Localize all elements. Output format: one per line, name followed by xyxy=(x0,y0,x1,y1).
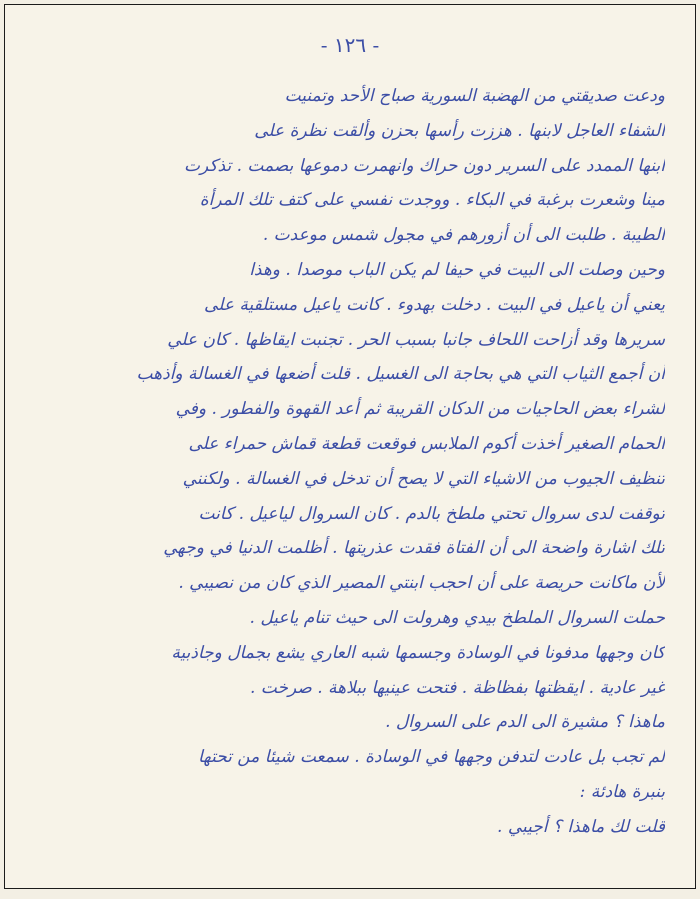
text-line: بنبرة هادئة : xyxy=(579,781,665,802)
text-line: ابنها الممدد على السرير دون حراك وانهمرت دموعها بصمت . تذكرت xyxy=(184,155,665,176)
text-line: تلك اشارة واضحة الى أن الفتاة فقدت عذريتها . أظلمت الدنيا في وجهي xyxy=(163,538,665,559)
text-line: لم تجب بل عادت لتدفن وجهها في الوسادة . سمعت شيئا من تحتها xyxy=(198,747,665,768)
text-line: لأن ماكانت حريصة على أن احجب ابنتي المصير الذي كان من نصيبي . xyxy=(178,573,665,594)
text-line: الطيبة . طلبت الى أن أزورهم في مجول شمس موعدت . xyxy=(262,225,665,246)
text-line: ماهذا ؟ مشيرة الى الدم على السروال . xyxy=(385,712,665,733)
text-line: سريرها وقد أزاحت اللحاف جانبا بسبب الحر . تجنبت ايقاظها . كان علي xyxy=(167,329,665,350)
text-line: تنظيف الجيوب من الاشياء التي لا يصح أن تدخل في الغسالة . ولكنني xyxy=(182,468,665,489)
text-line: حملت السروال الملطخ بيدي وهرولت الى حيث تنام ياعيل . xyxy=(249,607,665,628)
text-line: ودعت صديقتي من الهضبة السورية صباح الأحد وتمنيت xyxy=(284,86,665,106)
text-line: وحين وصلت الى البيت في حيفا لم يكن الباب موصدا . وهذا xyxy=(249,259,665,280)
handwritten-text-block xyxy=(37,79,665,845)
text-line: توقفت لدى سروال تحتي ملطخ بالدم . كان السروال لياعيل . كانت xyxy=(198,503,665,524)
manuscript-page xyxy=(4,4,696,889)
text-line: قلت لك ماهذا ؟ أجيبي . xyxy=(497,816,665,837)
text-line: الشفاء العاجل لابنها . هززت رأسها بحزن وألقت نظرة على xyxy=(254,120,665,141)
text-line: الحمام الصغير أخذت أكوم الملابس فوقعت قطعة قماش حمراء على xyxy=(188,433,665,454)
text-line: مينا وشعرت برغبة في البكاء . ووجدت نفسي على كتف تلك المرأة xyxy=(199,190,665,211)
text-line: لشراء بعض الحاجيات من الدكان القريبة ثم أعد القهوة والفطور . وفي xyxy=(175,399,665,420)
text-line: كان وجهها مدفونا في الوسادة وجسمها شبه العاري يشع بجمال وجاذبية xyxy=(171,642,665,663)
page-number: - ١٢٦ - xyxy=(320,33,380,57)
text-line: أن أجمع الثياب التي هي بحاجة الى الغسيل . قلت أضعها في الغسالة وأذهب xyxy=(136,364,665,385)
text-line: يعني أن ياعيل في البيت . دخلت بهدوء . كانت ياعيل مستلقية على xyxy=(204,294,665,315)
text-line: غير عادية . ايقظتها بفظاظة . فتحت عينيها ببلاهة . صرخت . xyxy=(249,677,665,698)
